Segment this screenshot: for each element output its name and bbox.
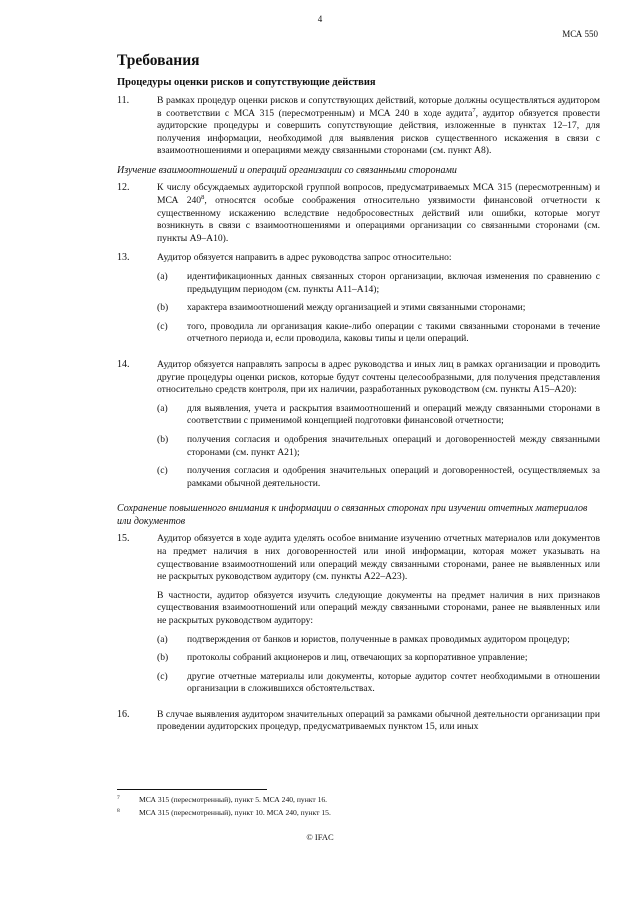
text-part: , относятся особые соображения относительно уязвимости финансовой отчетности к существенному искажению вследствие недобросовестных действий или ошибки, которые могут возникнуть в связи с взаимоотношениями и операциями организации со связанными сторонами (см. пункты A9–A10).: [157, 195, 600, 244]
sub-item-text: получения согласия и одобрения значительных операций и договоренностей, осуществляемых за рамками обычной деятельности.: [187, 465, 600, 489]
paragraph-text: [157, 252, 600, 352]
sub-item: [157, 434, 600, 459]
sub-item-label: (c): [157, 465, 168, 477]
footnote-ref[interactable]: 8: [201, 193, 205, 201]
paragraph-16: [117, 709, 600, 734]
sub-item-label: (b): [157, 433, 169, 445]
sub-item-text: получения согласия и одобрения значительных операций и договоренностей между связанными сторонами (см. пункт A21);: [187, 433, 600, 458]
sub-item-text: характера взаимоотношений между организацией и этими связанными сторонами;: [187, 302, 526, 314]
footnote-divider: [117, 789, 267, 790]
paragraph-12: [117, 182, 600, 245]
paragraph-number: 16.: [117, 708, 130, 720]
sub-item-label: (a): [157, 633, 168, 645]
footnote: [117, 793, 600, 806]
footnote-text: МСА 315 (пересмотренный), пункт 10. МСА 240, пункт 15.: [139, 808, 331, 817]
page-number: 4: [317, 14, 323, 24]
text-part: В рамках процедур оценки рисков и сопутствующих действий, которые должны осуществляться аудитором в соответствии с МСА 315 (пересмотренным) и МСА 240 в ходе аудита: [157, 95, 600, 119]
paragraph-number: 12.: [117, 182, 130, 194]
paragraph-13: [117, 252, 600, 352]
sub-item-text: идентификационных данных связанных сторон организации, включая изменения по сравнению с предыдущим периодом (см. пункты A11–A14);: [187, 271, 600, 295]
paragraph-body: Аудитор обязуется в ходе аудита уделять особое внимание изучению отчетных материалов или документов на предмет наличия в них договоренностей или иной информации, которая может указывать на существование взаимоотношений или операций между связанными сторонами, ранее не выявленных или не раскрытых руководством аудитору (см. пункты A22–A23).: [157, 533, 600, 583]
sub-item-text: того, проводила ли организация какие-либо операции с такими связанными сторонами в течение отчетного периода и, если проводила, каковы типы и цели операций.: [187, 320, 600, 345]
paragraph-text: [157, 533, 600, 702]
sub-item-label: (c): [157, 670, 168, 682]
sub-item-text: подтверждения от банков и юристов, полученные в рамках проводимых аудитором процедур;: [187, 633, 570, 645]
footnote: [117, 806, 600, 819]
document-code: МСА 550: [562, 29, 598, 39]
footnotes: [117, 793, 600, 819]
sub-item-label: (c): [157, 320, 168, 332]
sub-item: [157, 403, 600, 428]
footnote-text: МСА 315 (пересмотренный), пункт 5. МСА 240, пункт 16.: [139, 795, 328, 804]
sub-item: [157, 321, 600, 346]
section-title: Требования: [117, 52, 200, 69]
sub-item-label: (b): [157, 652, 169, 664]
paragraph-text: [157, 359, 600, 496]
sub-item-label: (b): [157, 302, 169, 314]
sub-item-text: протоколы собраний акционеров и лиц, отвечающих за корпоративное управление;: [187, 652, 528, 664]
text-part: , аудитор обязуется провести аудиторские процедуры и совершить сопутствующие действия, изложенные в пунктах 12–17, для получения информации, необходимой для выявления рисков существенного искажения в связи с взаимоотношениями и операциями между связанными сторонами (см. пункт A8).: [157, 107, 600, 157]
paragraph-body: В частности, аудитор обязуется изучить следующие документы на предмет наличия в них признаков существования взаимоотношений или операций между связанными сторонами, ранее не выявленных или не раскрытых руководством аудитору:: [157, 589, 600, 626]
sub-item-label: (a): [157, 402, 168, 414]
paragraph-number: 14.: [117, 359, 130, 370]
heading-related-parties: Изучение взаимоотношений и операций организации со связанными сторонами: [117, 164, 457, 176]
sub-item: [157, 302, 600, 315]
paragraph-text: [157, 95, 600, 158]
sub-item: [157, 271, 600, 296]
paragraph-15: [117, 533, 600, 702]
heading-risk-procedures: Процедуры оценки рисков и сопутствующие действия: [117, 77, 376, 88]
paragraph-14: [117, 359, 600, 496]
sub-item: [157, 652, 600, 665]
paragraph-11: [117, 95, 600, 158]
page-content: [117, 52, 600, 741]
footnote-number: 8: [117, 808, 120, 814]
paragraph-intro: Аудитор обязуется направить в адрес руководства запрос относительно:: [157, 252, 452, 264]
sub-item-text: для выявления, учета и раскрытия взаимоотношений и операций между связанными сторонами в соответствии с применимой концепцией подготовки финансовой отчетности;: [187, 402, 600, 427]
paragraph-text: В случае выявления аудитором значительных операций за рамками обычной деятельности организации при проведении аудиторских процедур, предусматриваемых пунктом 15, или иных: [157, 708, 600, 733]
footnote-number: 7: [117, 795, 120, 801]
footnote-ref[interactable]: 7: [472, 106, 476, 114]
text-part: К числу обсуждаемых аудиторской группой вопросов, предусматриваемых МСА 315 (пересмотренным) и МСА 240: [157, 182, 600, 207]
sub-item: [157, 465, 600, 490]
sub-item: [157, 671, 600, 696]
paragraph-number: 11.: [117, 95, 130, 106]
paragraph-number: 15.: [117, 533, 130, 545]
paragraph-number: 13.: [117, 252, 130, 264]
sub-item-text: другие отчетные материалы или документы, которые аудитор сочтет необходимыми в отношении организации в сложившихся обстоятельствах.: [187, 670, 600, 695]
sub-item-label: (a): [157, 271, 168, 283]
copyright-footer: © IFAC: [306, 832, 334, 842]
sub-item: [157, 634, 600, 647]
paragraph-text: [157, 182, 600, 245]
heading-heightened-attention: Сохранение повышенного внимания к информации о связанных сторонах при изучении отчетных материалов или документов: [117, 503, 588, 527]
paragraph-intro: Аудитор обязуется направлять запросы в адрес руководства и иных лиц в рамках организации и проводить другие процедуры оценки рисков, которые будут сочтены целесообразными, для получения представления относительно средств контроля, при их наличии, разработанных руководством (см. пункты A15–A20):: [157, 359, 600, 396]
